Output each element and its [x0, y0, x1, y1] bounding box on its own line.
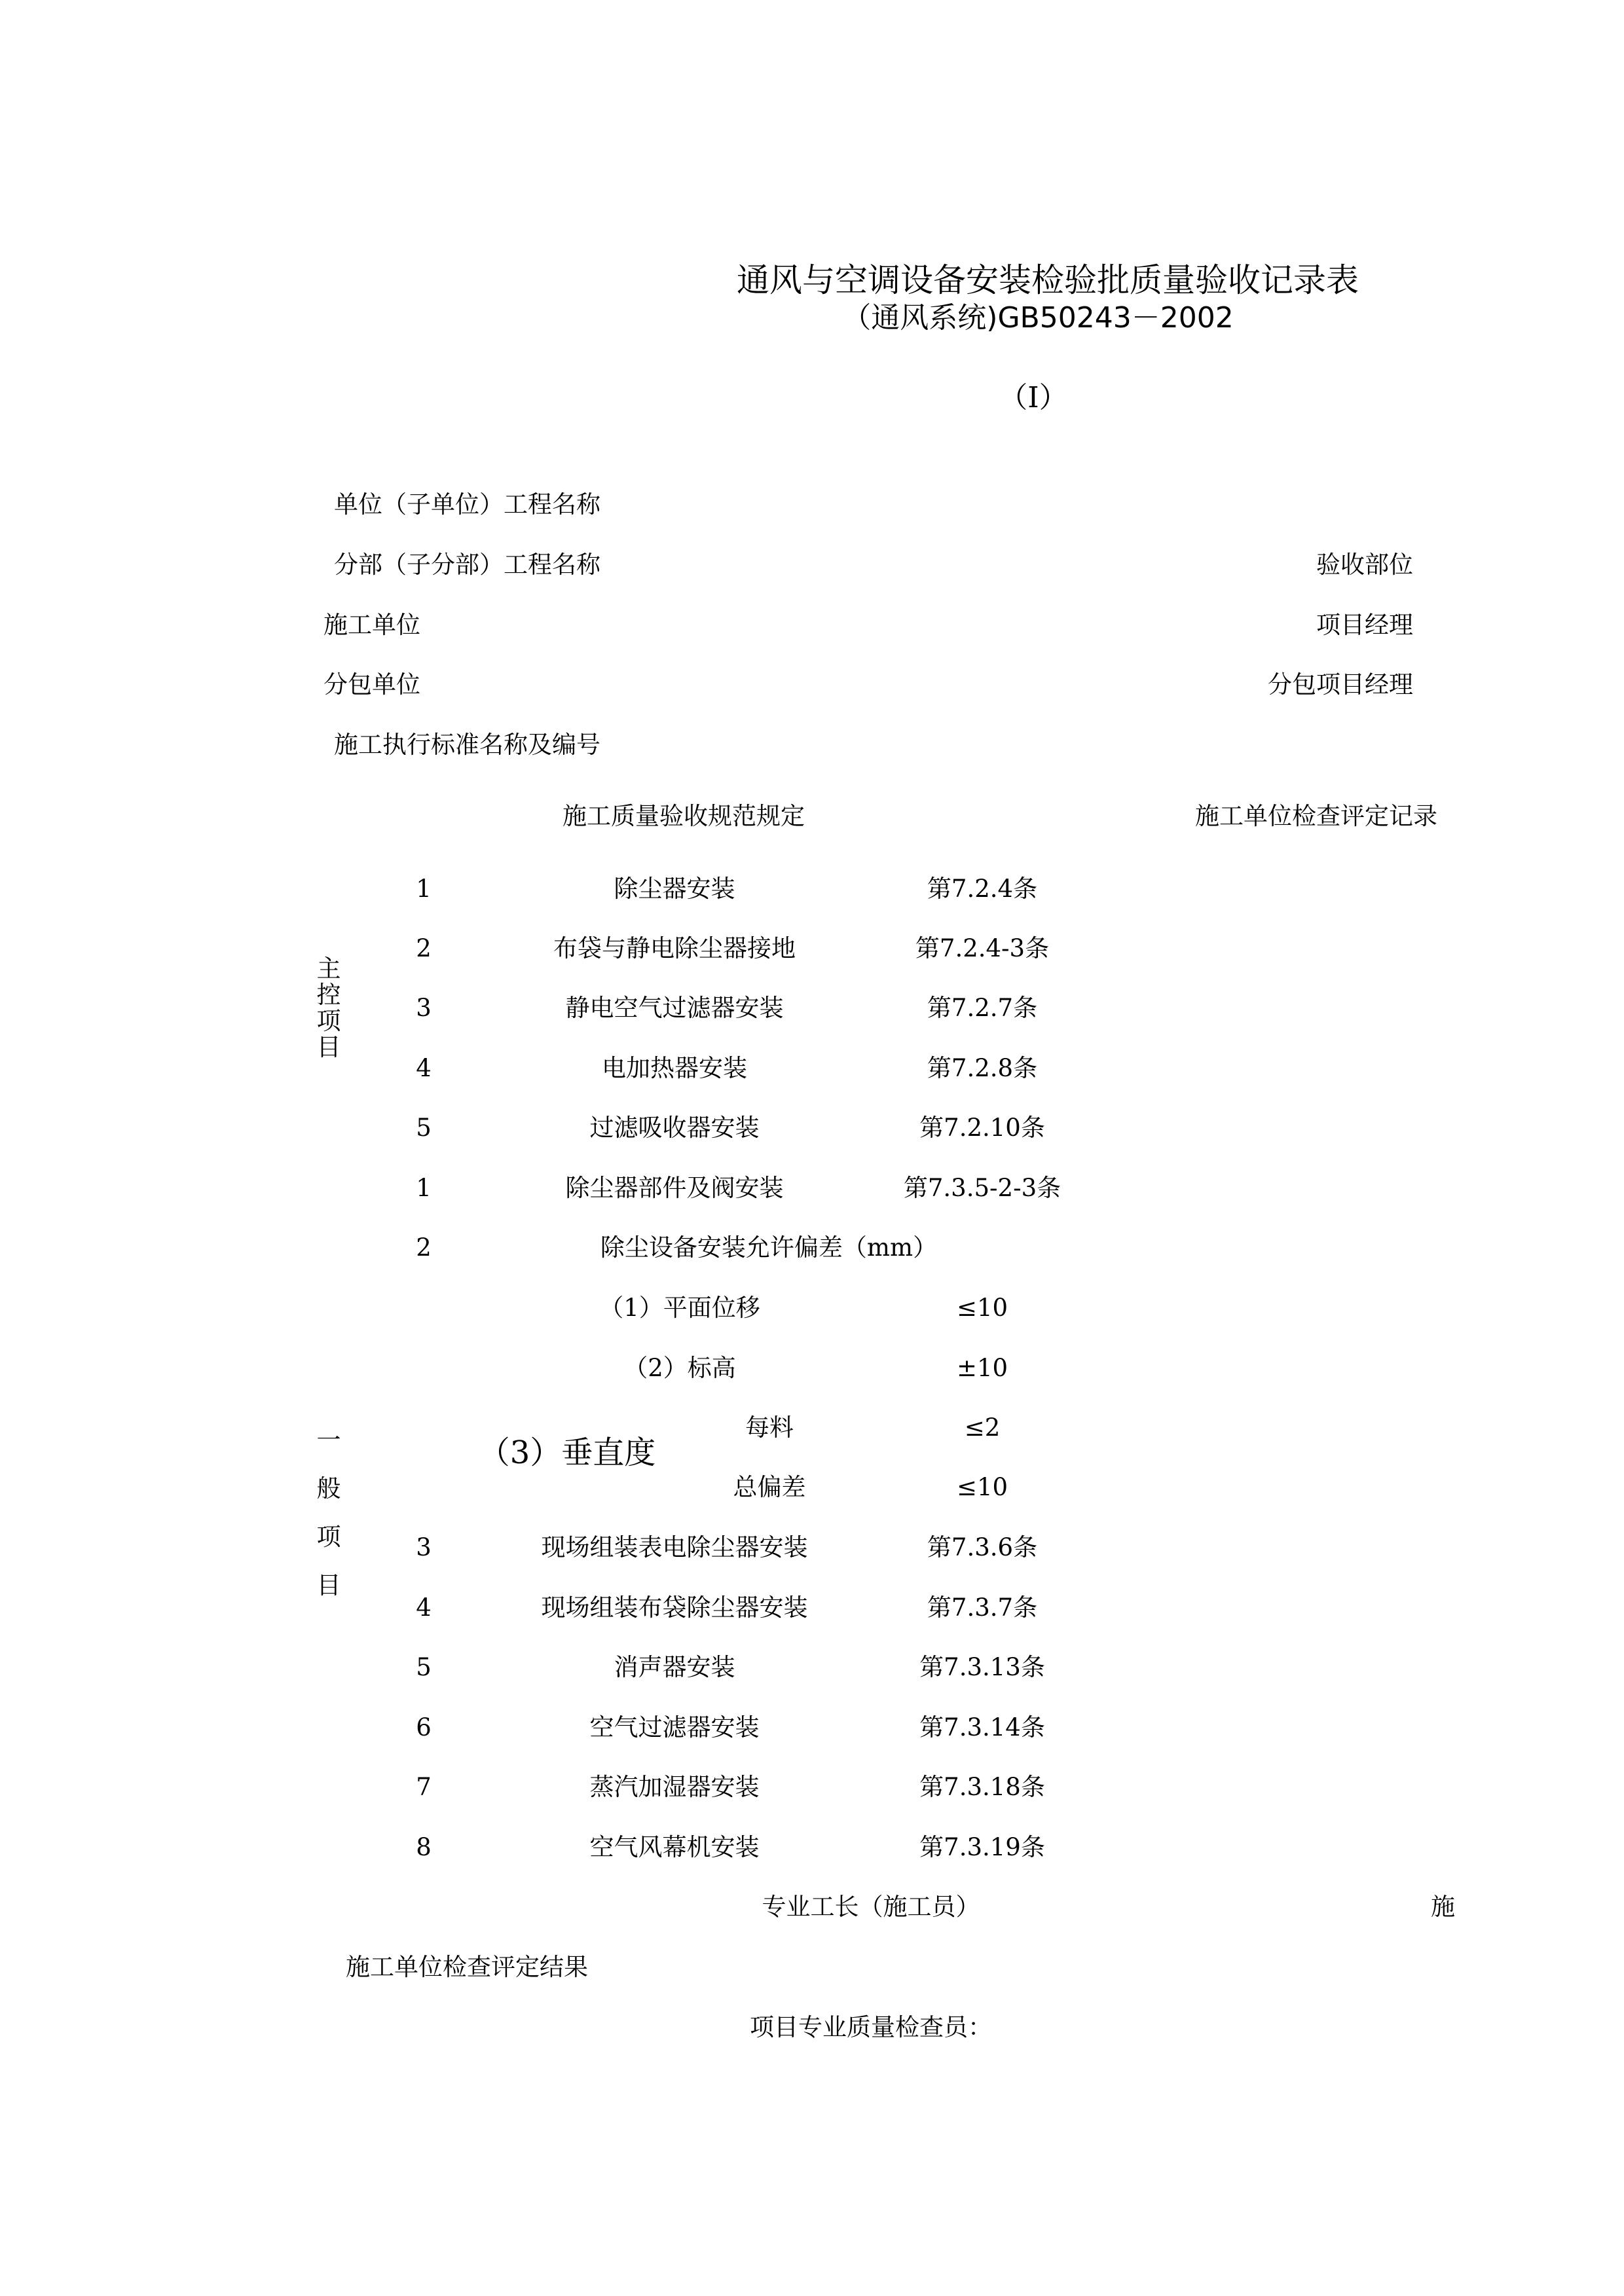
item-reference: 第7.3.7条 [927, 1594, 1038, 1622]
result-label: 施工单位检查评定结果 [346, 1953, 588, 1981]
form-roman-numeral: （Ⅰ） [999, 381, 1068, 414]
item-number: 5 [416, 1114, 432, 1142]
item-name: 空气过滤器安装 [589, 1713, 760, 1741]
item-name: 空气风幕机安装 [589, 1833, 760, 1861]
inspector-label: 项目专业质量检查员： [750, 2013, 992, 2041]
item-reference: 第7.3.6条 [927, 1533, 1038, 1561]
item-number: 5 [416, 1653, 432, 1681]
unit-project-label: 单位（子单位）工程名称 [334, 490, 600, 519]
project-manager-label: 项目经理 [1316, 611, 1413, 639]
general-items-label: 一 般 项 目 [316, 1426, 341, 1599]
sub-project-label: 分部（子分部）工程名称 [334, 551, 600, 579]
verticality-label: （3）垂直度 [478, 1434, 656, 1471]
item-name: 现场组装表电除尘器安装 [541, 1533, 808, 1561]
subcontract-unit-label: 分包单位 [323, 670, 420, 699]
item-reference: 第7.2.10条 [919, 1114, 1045, 1142]
deviation-limit: ≤10 [956, 1473, 1008, 1501]
item-name: 布袋与静电除尘器接地 [553, 934, 796, 962]
item-reference: 第7.3.19条 [919, 1833, 1045, 1861]
deviation-limit: ≤2 [964, 1413, 1001, 1442]
item-number: 7 [416, 1773, 432, 1801]
standard-label: 施工执行标准名称及编号 [334, 731, 600, 759]
item-reference: 第7.3.18条 [919, 1773, 1045, 1801]
item-number: 1 [416, 875, 432, 903]
subcontract-manager-label: 分包项目经理 [1268, 670, 1413, 699]
item-reference: 第7.3.5-2-3条 [903, 1174, 1061, 1202]
item-number: 8 [416, 1833, 432, 1861]
item-reference: 第7.2.4-3条 [915, 934, 1050, 962]
deviation-limit: ≤10 [956, 1294, 1008, 1322]
construction-unit-label: 施工单位 [323, 611, 420, 639]
deviation-limit: ±10 [956, 1354, 1008, 1382]
deviation-name: （1）平面位移 [599, 1294, 760, 1322]
item-number: 4 [416, 1054, 432, 1082]
item-name: 静电空气过滤器安装 [565, 994, 784, 1022]
form-title: 通风与空调设备安装检验批质量验收记录表 [737, 261, 1359, 299]
item-number: 1 [416, 1174, 432, 1202]
acceptance-part-label: 验收部位 [1316, 551, 1413, 579]
form-subtitle: （通风系统)GB50243－2002 [842, 301, 1234, 335]
item-name: 除尘设备安装允许偏差（mm） [600, 1233, 938, 1262]
item-name: 除尘器安装 [614, 875, 735, 903]
item-number: 2 [416, 1233, 432, 1262]
deviation-sub-name: 总偏差 [733, 1473, 806, 1501]
item-number: 2 [416, 934, 432, 962]
item-reference: 第7.3.14条 [919, 1713, 1045, 1741]
item-name: 除尘器部件及阀安装 [565, 1174, 784, 1202]
item-number: 3 [416, 994, 432, 1022]
foreman-label: 专业工长（施工员） [762, 1893, 980, 1921]
item-reference: 第7.2.8条 [927, 1054, 1038, 1082]
item-number: 6 [416, 1713, 432, 1741]
main-control-label: 主 控 项 目 [316, 955, 341, 1061]
item-number: 4 [416, 1594, 432, 1622]
spec-column-header: 施工质量验收规范规定 [563, 802, 805, 830]
item-name: 现场组装布袋除尘器安装 [541, 1594, 808, 1622]
item-name: 电加热器安装 [602, 1054, 747, 1082]
deviation-name: （2）标高 [623, 1354, 736, 1382]
item-reference: 第7.3.13条 [919, 1653, 1045, 1681]
record-column-header: 施工单位检查评定记录 [1195, 802, 1437, 830]
item-reference: 第7.2.4条 [927, 875, 1038, 903]
item-name: 过滤吸收器安装 [589, 1114, 760, 1142]
truncated-label: 施 [1431, 1893, 1455, 1921]
item-name: 消声器安装 [614, 1653, 735, 1681]
item-reference: 第7.2.7条 [927, 994, 1038, 1022]
item-number: 3 [416, 1533, 432, 1561]
item-name: 蒸汽加湿器安装 [589, 1773, 760, 1801]
deviation-sub-name: 每料 [745, 1413, 794, 1442]
